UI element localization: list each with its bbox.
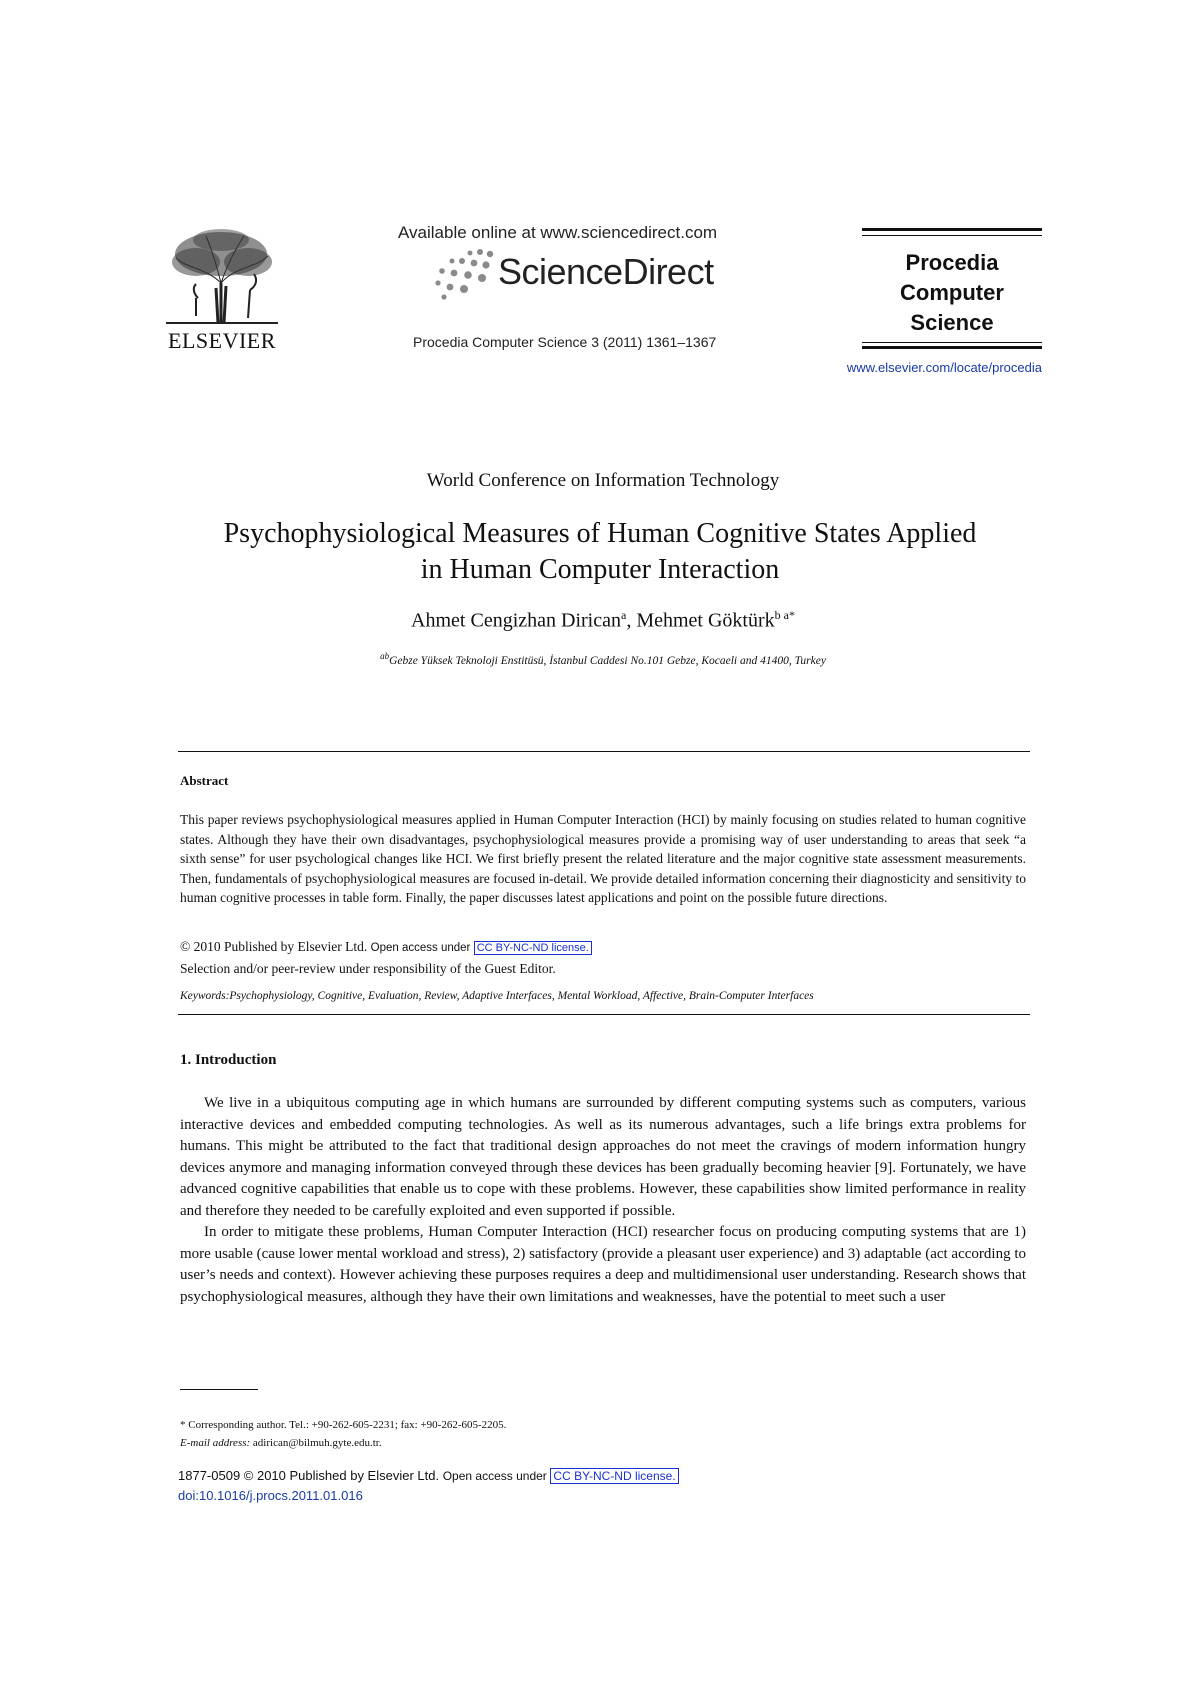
corresponding-author-note: * Corresponding author. Tel.: +90-262-605-2231; fax: +90-262-605-2205. <box>180 1419 507 1431</box>
elsevier-tree-icon <box>166 228 278 326</box>
introduction-body <box>180 1093 1026 1308</box>
email-label: E-mail address: <box>180 1437 251 1449</box>
keywords-line <box>180 990 1026 1002</box>
sciencedirect-logo <box>430 247 730 301</box>
affiliation-text: Gebze Yüksek Teknoloji Enstitüsü, İstanbul Caddesi No.101 Gebze, Kocaeli and 41400, Turkey <box>389 654 826 667</box>
footnote-rule <box>180 1389 258 1390</box>
license-block <box>180 937 1026 978</box>
author-separator: , <box>626 609 637 632</box>
procedia-bottom-rule-thin <box>862 342 1042 343</box>
available-online-text: Available online at www.sciencedirect.com <box>398 223 718 242</box>
affiliation <box>0 651 1200 667</box>
affiliation-mark: ab <box>380 651 390 661</box>
sciencedirect-wordmark: ScienceDirect <box>498 251 714 292</box>
open-access-text: Open access under <box>442 1469 547 1483</box>
bottom-publication-info <box>178 1466 1024 1505</box>
selection-note: Selection and/or peer-review under responsibility of the Guest Editor. <box>180 960 556 976</box>
license-link[interactable]: CC BY-NC-ND license. <box>474 941 592 955</box>
open-access-text: Open access under <box>370 942 471 954</box>
author-name: Ahmet Cengizhan Dirican <box>411 609 621 632</box>
procedia-title <box>862 248 1042 338</box>
elsevier-wordmark: ELSEVIER <box>168 328 276 353</box>
paper-title <box>150 516 1050 588</box>
procedia-bottom-rule <box>862 346 1042 349</box>
procedia-title-line: Procedia <box>905 250 999 275</box>
author-list <box>0 608 1200 633</box>
email-line <box>180 1434 1026 1452</box>
body-paragraph: In order to mitigate these problems, Human Computer Interaction (HCI) researcher focus on producing computing systems that are 1) more usable (cause lower mental workload and stress), 2) satisfactory (provide a pleasant user experience) and 3) adaptable (act according to user’s needs and context). However achieving these purposes requires a deep and multidimensional user understanding. Research shows that psychophysiological measures, although they have their own limitations and weaknesses, have the potential to meet such a user <box>180 1224 1026 1305</box>
corresponding-mark: * <box>788 608 795 622</box>
keywords-text: Psychophysiology, Cognitive, Evaluation, Review, Adaptive Interfaces, Mental Workload, Affective, Brain-Computer Interfaces <box>229 990 814 1002</box>
abstract-bottom-rule <box>178 1014 1030 1015</box>
paper-title-line: Psychophysiological Measures of Human Cognitive States Applied <box>223 518 977 549</box>
elsevier-logo <box>166 228 278 356</box>
journal-url-link[interactable]: www.elsevier.com/locate/procedia <box>846 360 1042 375</box>
keywords-label: Keywords: <box>180 990 230 1002</box>
footnotes <box>180 1416 1026 1452</box>
sciencedirect-dots-icon <box>430 247 498 301</box>
procedia-title-line: Science <box>910 310 994 335</box>
abstract-top-rule <box>178 751 1030 752</box>
abstract-text: This paper reviews psychophysiological measures applied in Human Computer Interaction (HCI) by mainly focusing on studies related to human cognitive states. Although they have their own disadvantages, psychophysiological measures provide a promising way of user understanding to areas that seek “a sixth sense” for user psychological changes like HCI. We first briefly present the related literature and the major cognitive state assessment measurements. Then, fundamentals of psychophysiological measures are focused in-detail. We provide detailed information concerning their diagnosticity and sensitivity to human cognitive processes in table form. Finally, the paper discusses latest applications and point on the possible future directions. <box>180 812 1026 905</box>
email-address[interactable]: adirican@bilmuh.gyte.edu.tr. <box>252 1437 382 1449</box>
paper-title-line: in Human Computer Interaction <box>420 554 780 585</box>
author-name: Mehmet Göktürk <box>636 609 775 632</box>
author-affil-mark: a <box>620 608 627 622</box>
procedia-top-rule-thin <box>862 235 1042 236</box>
procedia-journal-box <box>862 228 1042 348</box>
copyright-text: © 2010 Published by Elsevier Ltd. <box>180 939 368 954</box>
journal-citation: Procedia Computer Science 3 (2011) 1361–1367 <box>413 334 717 350</box>
conference-name: World Conference on Information Technology <box>426 470 780 491</box>
abstract-heading: Abstract <box>180 773 229 788</box>
license-link[interactable]: CC BY-NC-ND license. <box>550 1468 678 1484</box>
copyright-line <box>180 937 1026 959</box>
section-heading: 1. Introduction <box>180 1052 277 1068</box>
issn-text: 1877-0509 © 2010 Published by Elsevier Ltd. <box>178 1468 440 1483</box>
author-affil-mark: b a <box>774 608 789 622</box>
procedia-top-rule <box>862 228 1042 231</box>
procedia-title-line: Computer <box>900 280 1004 305</box>
doi-link[interactable]: doi:10.1016/j.procs.2011.01.016 <box>178 1488 363 1503</box>
issn-line <box>178 1466 1024 1486</box>
body-paragraph: We live in a ubiquitous computing age in which humans are surrounded by different computing systems such as computers, various interactive devices and embedded computing technologies. As well as its numerous advantages, such a life brings extra problems for humans. This might be attributed to the fact that traditional design approaches do not meet the cravings of modern information hungry devices anymore and managing information conveyed through these devices has been gradually becoming heavier [9]. Fortunately, we have advanced cognitive capabilities that enable us to cope with these problems. However, these capabilities show limited performance in reality and therefore they needed to be carefully exploited and even supported if possible. <box>180 1095 1026 1219</box>
